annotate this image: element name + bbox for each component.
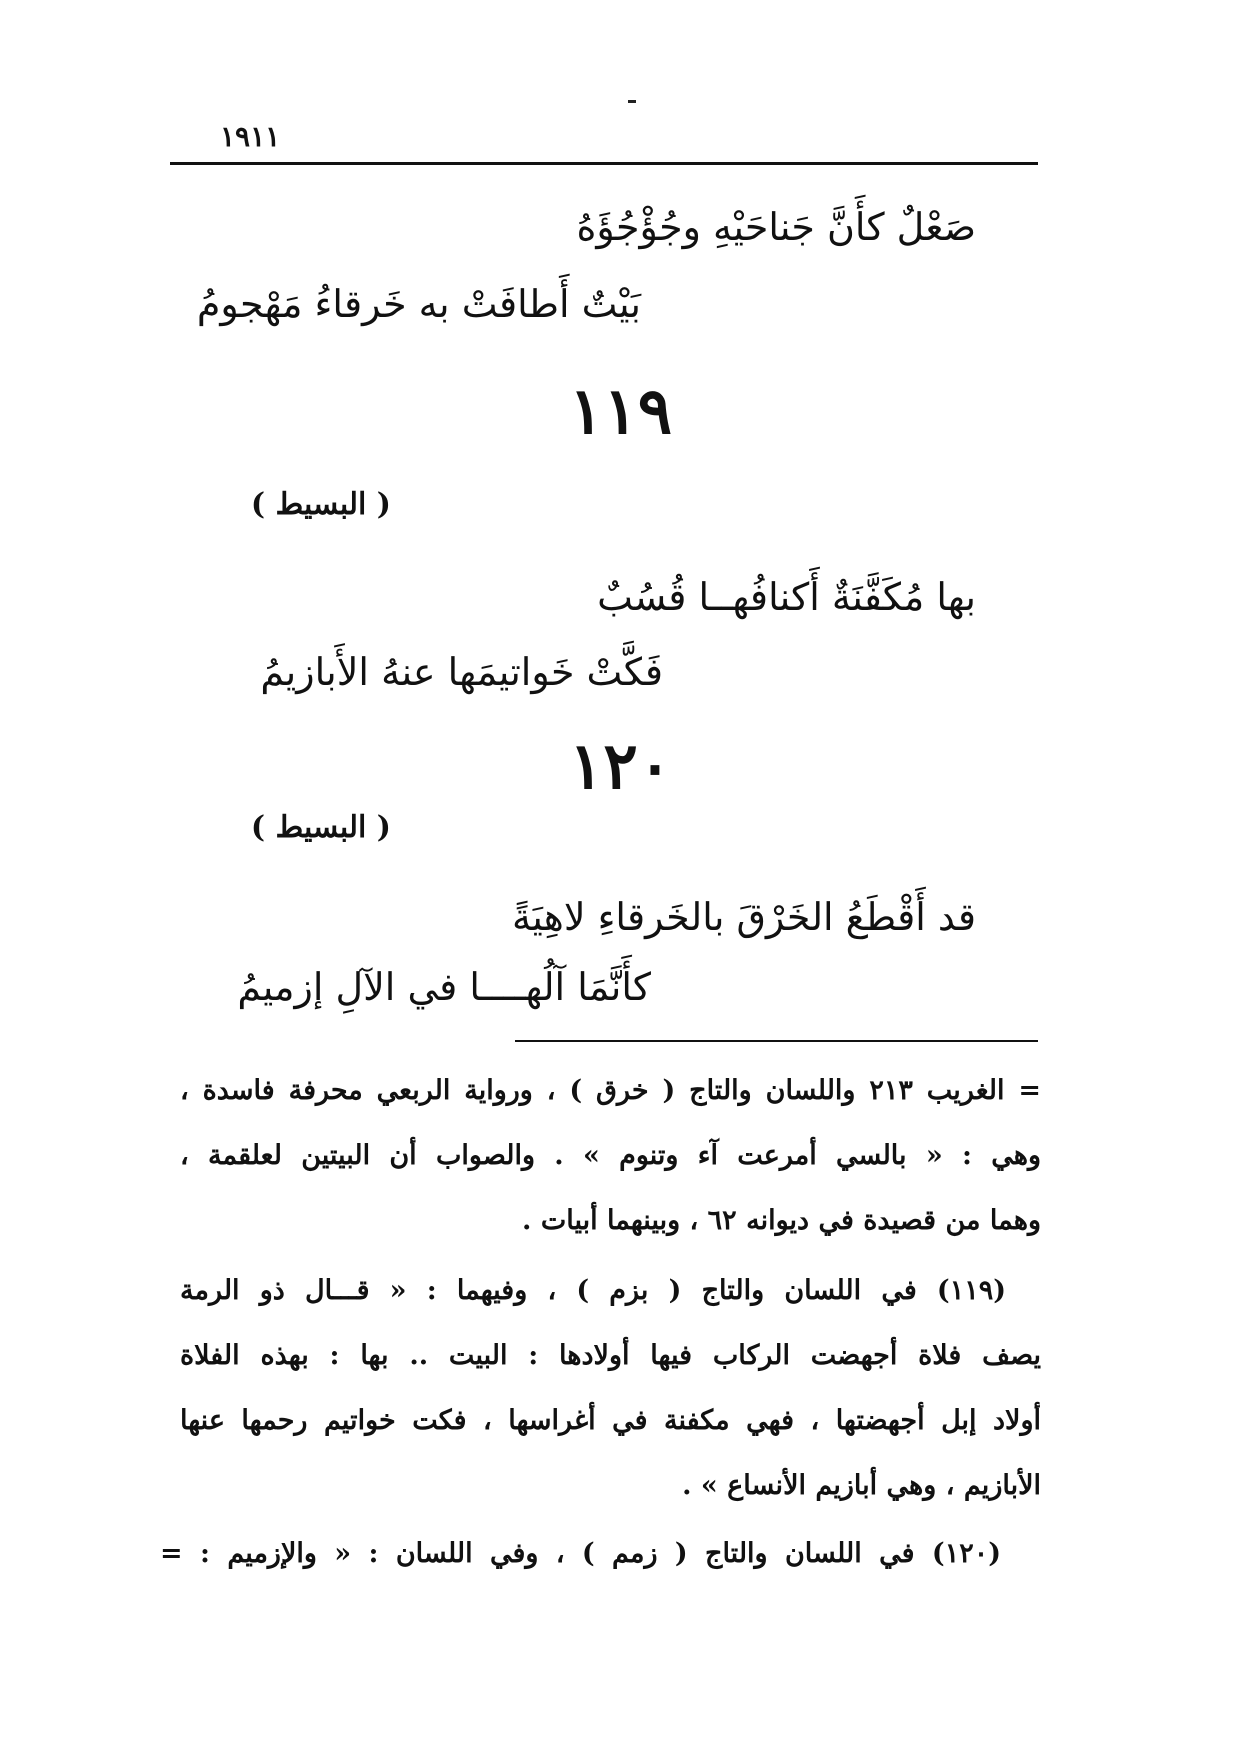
poem-119-verse-first-hemistich: بها مُكَفَّنَةٌ أَكنافُهــا قُسُبٌ: [597, 575, 976, 619]
footnote-line: الأبازيم ، وهي أبازيم الأنساع » .: [682, 1470, 1041, 1501]
poem-120-meter: ( البسيط ): [250, 810, 391, 845]
header-rule: [170, 162, 1038, 165]
poem-120-number: ١٢٠: [568, 729, 673, 804]
poem-118-verse-first-hemistich: صَعْلٌ كأَنَّ جَناحَيْهِ وجُؤْجُؤَهُ: [576, 205, 976, 249]
footnote-line: وهي : « بالسي أمرعت آء وتنوم » . والصواب أن البيتين لعلقمة ،: [180, 1140, 1041, 1171]
page-number: ١٩١١: [220, 120, 281, 153]
poem-119-verse-second-hemistich: فَكَّتْ خَواتيمَها عنهُ الأَبازيمُ: [260, 650, 663, 694]
footnote-line: (١٢٠) في اللسان والتاج ( زمم ) ، وفي اللسان : « والإزميم : =: [160, 1538, 1001, 1569]
footnote-line: وهما من قصيدة في ديوانه ٦٢ ، وبينهما أبيات .: [522, 1205, 1041, 1236]
top-mark: [628, 100, 636, 103]
footnotes-rule: [515, 1040, 1038, 1042]
footnote-line: = الغريب ٢١٣ واللسان والتاج ( خرق ) ، ورواية الربعي محرفة فاسدة ،: [180, 1075, 1041, 1106]
footnote-line: أولاد إبل أجهضتها ، فهي مكفنة في أغراسها ، فكت خواتيم رحمها عنها: [180, 1405, 1041, 1436]
footnote-line: يصف فلاة أجهضت الركاب فيها أولادها : البيت .. بها : بهذه الفلاة: [180, 1340, 1041, 1371]
poem-119-number: ١١٩: [568, 374, 673, 449]
footnote-line: (١١٩) في اللسان والتاج ( بزم ) ، وفيهما : « قـــال ذو الرمة: [180, 1275, 1006, 1306]
poem-120-verse-second-hemistich: كأَنَّمَا آلُهــــا في الآلِ إزميمُ: [237, 965, 651, 1009]
poem-119-meter: ( البسيط ): [250, 487, 391, 522]
poem-118-verse-second-hemistich: بَيْتٌ أَطافَتْ به خَرقاءُ مَهْجومُ: [196, 282, 641, 326]
poem-120-verse-first-hemistich: قد أَقْطَعُ الخَرْقَ بالخَرقاءِ لاهِيَةً: [511, 895, 976, 939]
